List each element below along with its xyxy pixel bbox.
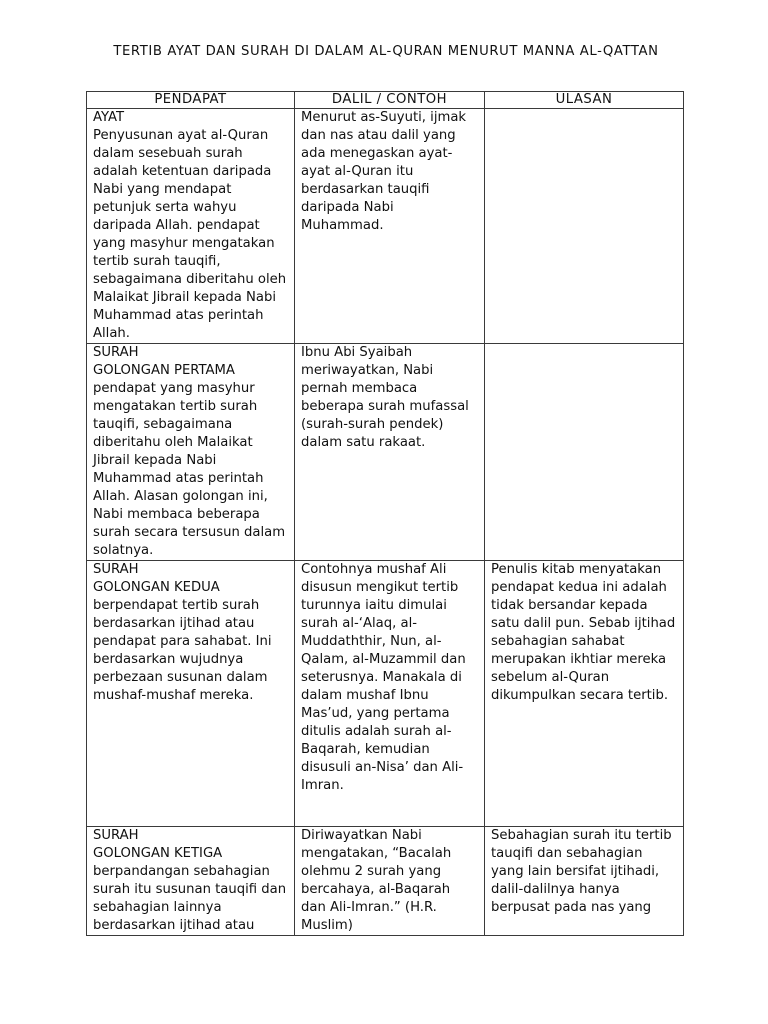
cell-pendapat: SURAH GOLONGAN KETIGA berpandangan sebahagian surah itu susunan tauqifi dan sebahagian lainnya berdasarkan ijtihad atau — [87, 827, 295, 936]
cell-ulasan: Sebahagian surah itu tertib tauqifi dan sebahagian yang lain bersifat ijtihadi, dalil-dalilnya hanya berpusat pada nas yang — [485, 827, 684, 936]
cell-pendapat: AYAT Penyusunan ayat al-Quran dalam sesebuah surah adalah ketentuan daripada Nabi yang mendapat petunjuk serta wahyu daripada Allah. pendapat yang masyhur mengatakan tertib surah tauqifi, sebagaimana diberitahu oleh Malaikat Jibrail kepada Nabi Muhammad atas perintah Allah. — [87, 109, 295, 344]
document-title: TERTIB AYAT DAN SURAH DI DALAM AL-QURAN MENURUT MANNA AL-QATTAN — [113, 44, 659, 59]
cell-ulasan: Penulis kitab menyatakan pendapat kedua ini adalah tidak bersandar kepada satu dalil pun. Sebab ijtihad sebahagian sahabat merupakan ikhtiar mereka sebelum al-Quran dikumpulkan secara tertib. — [485, 561, 684, 827]
cell-dalil: Contohnya mushaf Ali disusun mengikut tertib turunnya iaitu dimulai surah al-‘Alaq, al-Muddaththir, Nun, al-Qalam, al-Muzammil dan seterusnya. Manakala di dalam mushaf Ibnu Mas’ud, yang pertama ditulis adalah surah al-Baqarah, kemudian disusuli an-Nisa’ dan Ali-Imran. — [295, 561, 485, 827]
cell-pendapat: SURAH GOLONGAN KEDUA berpendapat tertib surah berdasarkan ijtihad atau pendapat para sahabat. Ini berdasarkan wujudnya perbezaan susunan dalam mushaf-mushaf mereka. — [87, 561, 295, 827]
cell-dalil: Menurut as-Suyuti, ijmak dan nas atau dalil yang ada menegaskan ayat-ayat al-Quran itu berdasarkan tauqifi daripada Nabi Muhammad. — [295, 109, 485, 344]
table-row — [87, 109, 684, 344]
header-pendapat: PENDAPAT — [87, 92, 295, 109]
cell-ulasan — [485, 109, 684, 344]
cell-dalil: Ibnu Abi Syaibah meriwayatkan, Nabi pernah membaca beberapa surah mufassal (surah-surah pendek) dalam satu rakaat. — [295, 344, 485, 561]
table-row — [87, 561, 684, 827]
table-row — [87, 827, 684, 936]
table-header-row — [87, 92, 684, 109]
cell-pendapat: SURAH GOLONGAN PERTAMA pendapat yang masyhur mengatakan tertib surah tauqifi, sebagaimana diberitahu oleh Malaikat Jibrail kepada Nabi Muhammad atas perintah Allah. Alasan golongan ini, Nabi membaca beberapa surah secara tersusun dalam solatnya. — [87, 344, 295, 561]
header-ulasan: ULASAN — [485, 92, 684, 109]
table-row — [87, 344, 684, 561]
comparison-table — [86, 91, 684, 936]
cell-ulasan — [485, 344, 684, 561]
cell-dalil: Diriwayatkan Nabi mengatakan, “Bacalah olehmu 2 surah yang bercahaya, al-Baqarah dan Ali-Imran.” (H.R. Muslim) — [295, 827, 485, 936]
header-dalil-contoh: DALIL / CONTOH — [295, 92, 485, 109]
